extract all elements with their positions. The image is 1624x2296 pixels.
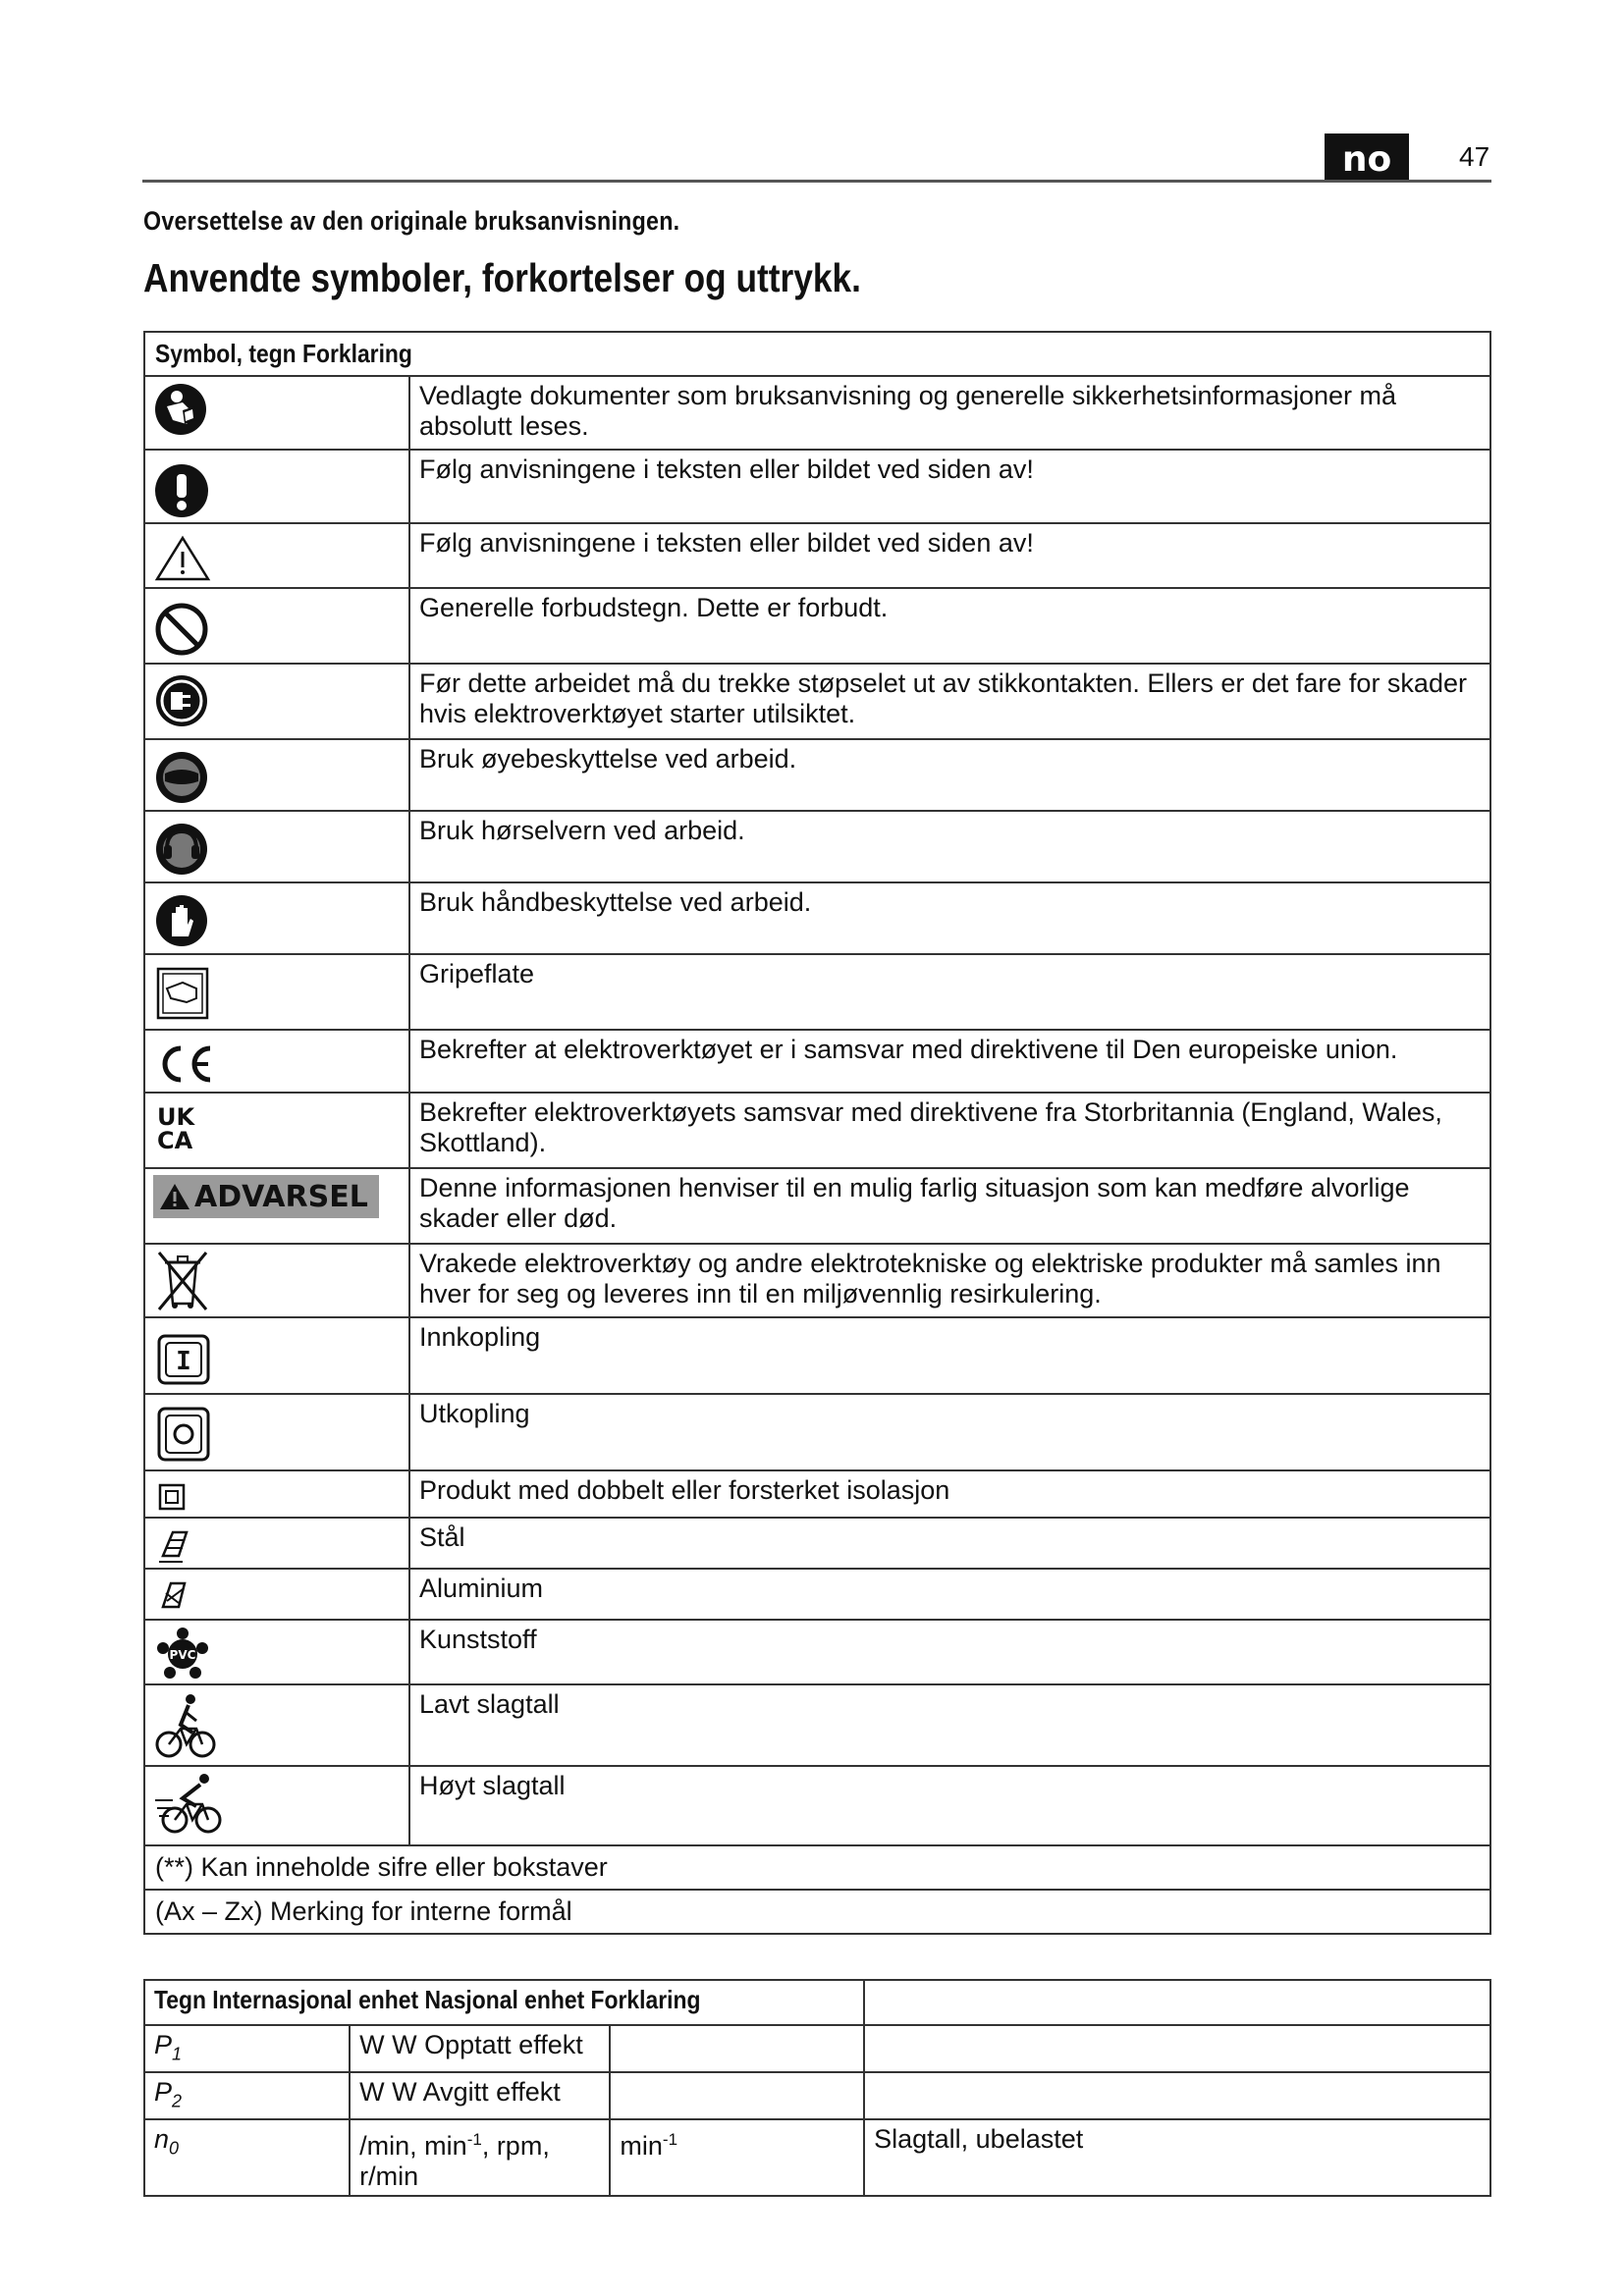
table-row: Bruk øyebeskyttelse ved arbeid. <box>144 739 1490 811</box>
svg-text:PVC: PVC <box>169 1648 196 1662</box>
high-speed-bicycle-icon <box>153 1771 224 1836</box>
table-row: Bekrefter at elektroverktøyet er i samsvar med direktivene til Den europeiske union. <box>144 1030 1490 1093</box>
table-row: Følg anvisningene i teksten eller bildet ved siden av! <box>144 523 1490 588</box>
table-row: Generelle forbudstegn. Dette er forbudt. <box>144 588 1490 664</box>
units-table <box>143 1979 1491 2197</box>
intl-unit-cell: /min, $\min^{-1}$, rpm, r/min <box>350 2119 610 2196</box>
table-row: PVC Kunststoff <box>144 1620 1490 1684</box>
table-row: Følg anvisningene i teksten eller bildet ved siden av! <box>144 450 1490 523</box>
crossed-bin-icon <box>153 1249 212 1313</box>
grip-surface-icon <box>153 959 212 1022</box>
steel-icon <box>153 1522 196 1566</box>
table-row: ADVARSEL Denne informasjonen henviser til en mulig farlig situasjon som kan medføre alvorlige skader eller død. <box>144 1168 1490 1244</box>
exclamation-icon <box>153 454 210 519</box>
warning-triangle-icon <box>153 528 212 583</box>
power-off-icon <box>153 1399 210 1464</box>
warning-triangle-small-icon <box>159 1182 190 1211</box>
double-insulation-icon <box>153 1475 192 1515</box>
table-row: Utkopling <box>144 1394 1490 1470</box>
language-badge: no <box>1325 133 1409 180</box>
table-row: Lavt slagtall <box>144 1684 1490 1766</box>
symbols-table-header: Symbol, tegn Forklaring <box>144 332 1490 376</box>
table-row: (Ax – Zx) Merking for interne formål <box>144 1890 1490 1934</box>
table-row: Høyt slagtall <box>144 1766 1490 1845</box>
page-number: 47 <box>1459 141 1490 172</box>
page-title: Anvendte symboler, forkortelser og uttrykk. <box>143 255 861 300</box>
ear-protection-icon <box>153 816 210 877</box>
document-subtitle: Oversettelse av den originale bruksanvisningen. <box>143 206 680 236</box>
low-speed-bicycle-icon <box>153 1689 218 1760</box>
eye-protection-icon <box>153 744 210 805</box>
table-row: Vedlagte dokumenter som bruksanvisning og generelle sikkerhetsinformasjoner må absolutt leses. <box>144 376 1490 450</box>
table-row: $P_2$ W W Avgitt effekt <box>144 2072 1490 2119</box>
read-manual-icon <box>153 381 208 438</box>
table-row: UK CA Bekrefter elektroverktøyets samsvar med direktivene fra Storbritannia (England, Wales, Skottland). <box>144 1093 1490 1168</box>
svg-text:I: I <box>176 1347 191 1376</box>
sign-cell: $P_2$ <box>144 2072 350 2119</box>
table-row: I Innkopling <box>144 1317 1490 1394</box>
table-row: Før dette arbeidet må du trekke støpselet ut av stikkontakten. Ellers er det fare for skader hvis elektroverktøyet starter utilsiktet. <box>144 664 1490 739</box>
unplug-icon <box>153 668 210 729</box>
ce-mark-icon <box>153 1035 216 1090</box>
header-divider <box>142 180 1491 183</box>
ukca-mark-icon <box>153 1097 202 1156</box>
prohibition-icon <box>153 593 210 658</box>
units-table-header: Tegn Internasjonal enhet Nasjonal enhet Forklaring <box>144 1980 864 2025</box>
svg-text:CA: CA <box>157 1127 193 1154</box>
table-row: Vrakede elektroverktøy og andre elektrotekniske og elektriske produkter må samles inn hver for seg og leveres inn til en miljøvennlig resirkulering. <box>144 1244 1490 1317</box>
table-row: Bruk hørselvern ved arbeid. <box>144 811 1490 882</box>
table-row: Bruk håndbeskyttelse ved arbeid. <box>144 882 1490 954</box>
power-on-icon <box>153 1322 210 1387</box>
table-row: Stål <box>144 1518 1490 1569</box>
table-row: (**) Kan inneholde sifre eller bokstaver <box>144 1845 1490 1890</box>
sign-cell: $n_0$ <box>144 2119 350 2196</box>
hand-protection-icon <box>153 887 210 948</box>
table-row: $P_1$ W W Opptatt effekt <box>144 2025 1490 2072</box>
plastic-pvc-icon <box>153 1625 212 1683</box>
aluminium-icon <box>153 1574 196 1617</box>
table-row: Gripeflate <box>144 954 1490 1030</box>
table-row: Produkt med dobbelt eller forsterket isolasjon <box>144 1470 1490 1518</box>
advarsel-label-icon: ADVARSEL <box>153 1175 379 1218</box>
national-unit-cell: $\min^{-1}$ <box>610 2119 864 2196</box>
svg-text:UK: UK <box>157 1103 195 1131</box>
sign-cell: $P_1$ <box>144 2025 350 2072</box>
symbols-table <box>143 331 1491 1935</box>
table-row: Aluminium <box>144 1569 1490 1620</box>
table-row: $n_0$ /min, $\min^{-1}$, rpm, r/min $\min^{-1}$ Slagtall, ubelastet <box>144 2119 1490 2196</box>
